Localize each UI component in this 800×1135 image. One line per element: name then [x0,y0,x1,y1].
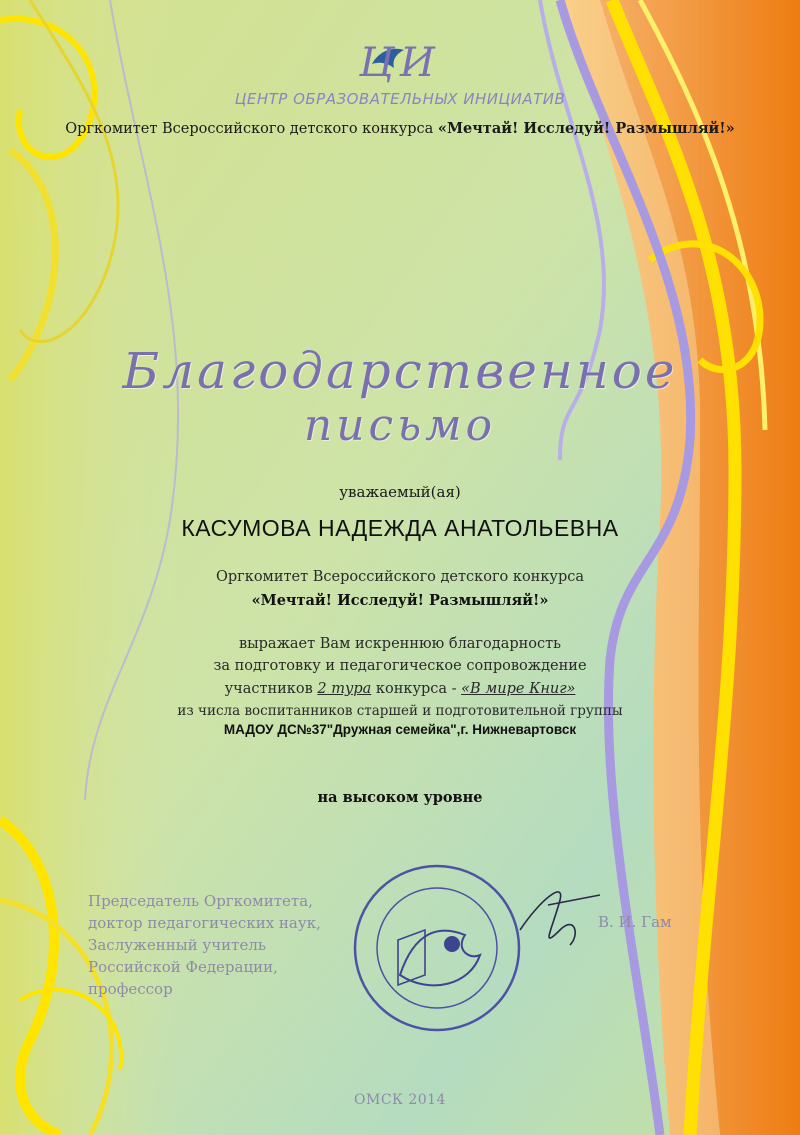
document-title-line2: письмо [303,400,497,451]
position-line: Российской Федерации, [88,958,278,976]
stamp-emblem-dot [444,936,460,952]
salutation: уважаемый(ая) [339,483,461,501]
logo-mark: ЦИ [359,40,441,86]
thanks-line: выражает Вам искреннюю благодарность [238,636,562,652]
reason-line: за подготовку и педагогическое сопровождение [213,658,587,674]
organizing-committee-line [20,120,780,137]
recipient-name: КАСУМОВА НАДЕЖДА АНАТОЛЬЕВНА [181,515,619,541]
group-line: из числа воспитанников старшей и подготовительной группы [177,703,623,719]
round-value: 2 тура [317,681,372,697]
center-name: ЦЕНТР ОБРАЗОВАТЕЛЬНЫХ ИНИЦИАТИВ [234,90,566,108]
position-line: доктор педагогических наук, [88,914,321,932]
position-line: Председатель Оргкомитета, [88,892,313,910]
participants-line [0,681,800,697]
body-org-line: Оргкомитет Всероссийского детского конкурса [215,569,584,585]
participants-prefix: участников [224,681,313,697]
nomination-value: «В мире Книг» [461,681,576,697]
place-year: ОМСК 2014 [354,1092,446,1108]
document-title-line1: Благодарственное [122,342,678,400]
signatory-position [88,890,358,1000]
signer-name: В. И. Гам [598,913,672,931]
institution-line: МАДОУ ДС№37"Дружная семейка",г. Нижневартовск [223,722,577,737]
level-line: на высоком уровне [317,789,483,806]
organizing-committee-prefix: Оргкомитет Всероссийского детского конкурса [65,121,434,137]
contest-mid: конкурса - [375,681,457,697]
body-contest-name: «Мечтай! Исследуй! Размышляй!» [251,592,549,609]
position-line: профессор [88,980,173,998]
contest-name-header: «Мечтай! Исследуй! Размышляй!» [437,120,735,137]
position-line: Заслуженный учитель [88,936,267,954]
